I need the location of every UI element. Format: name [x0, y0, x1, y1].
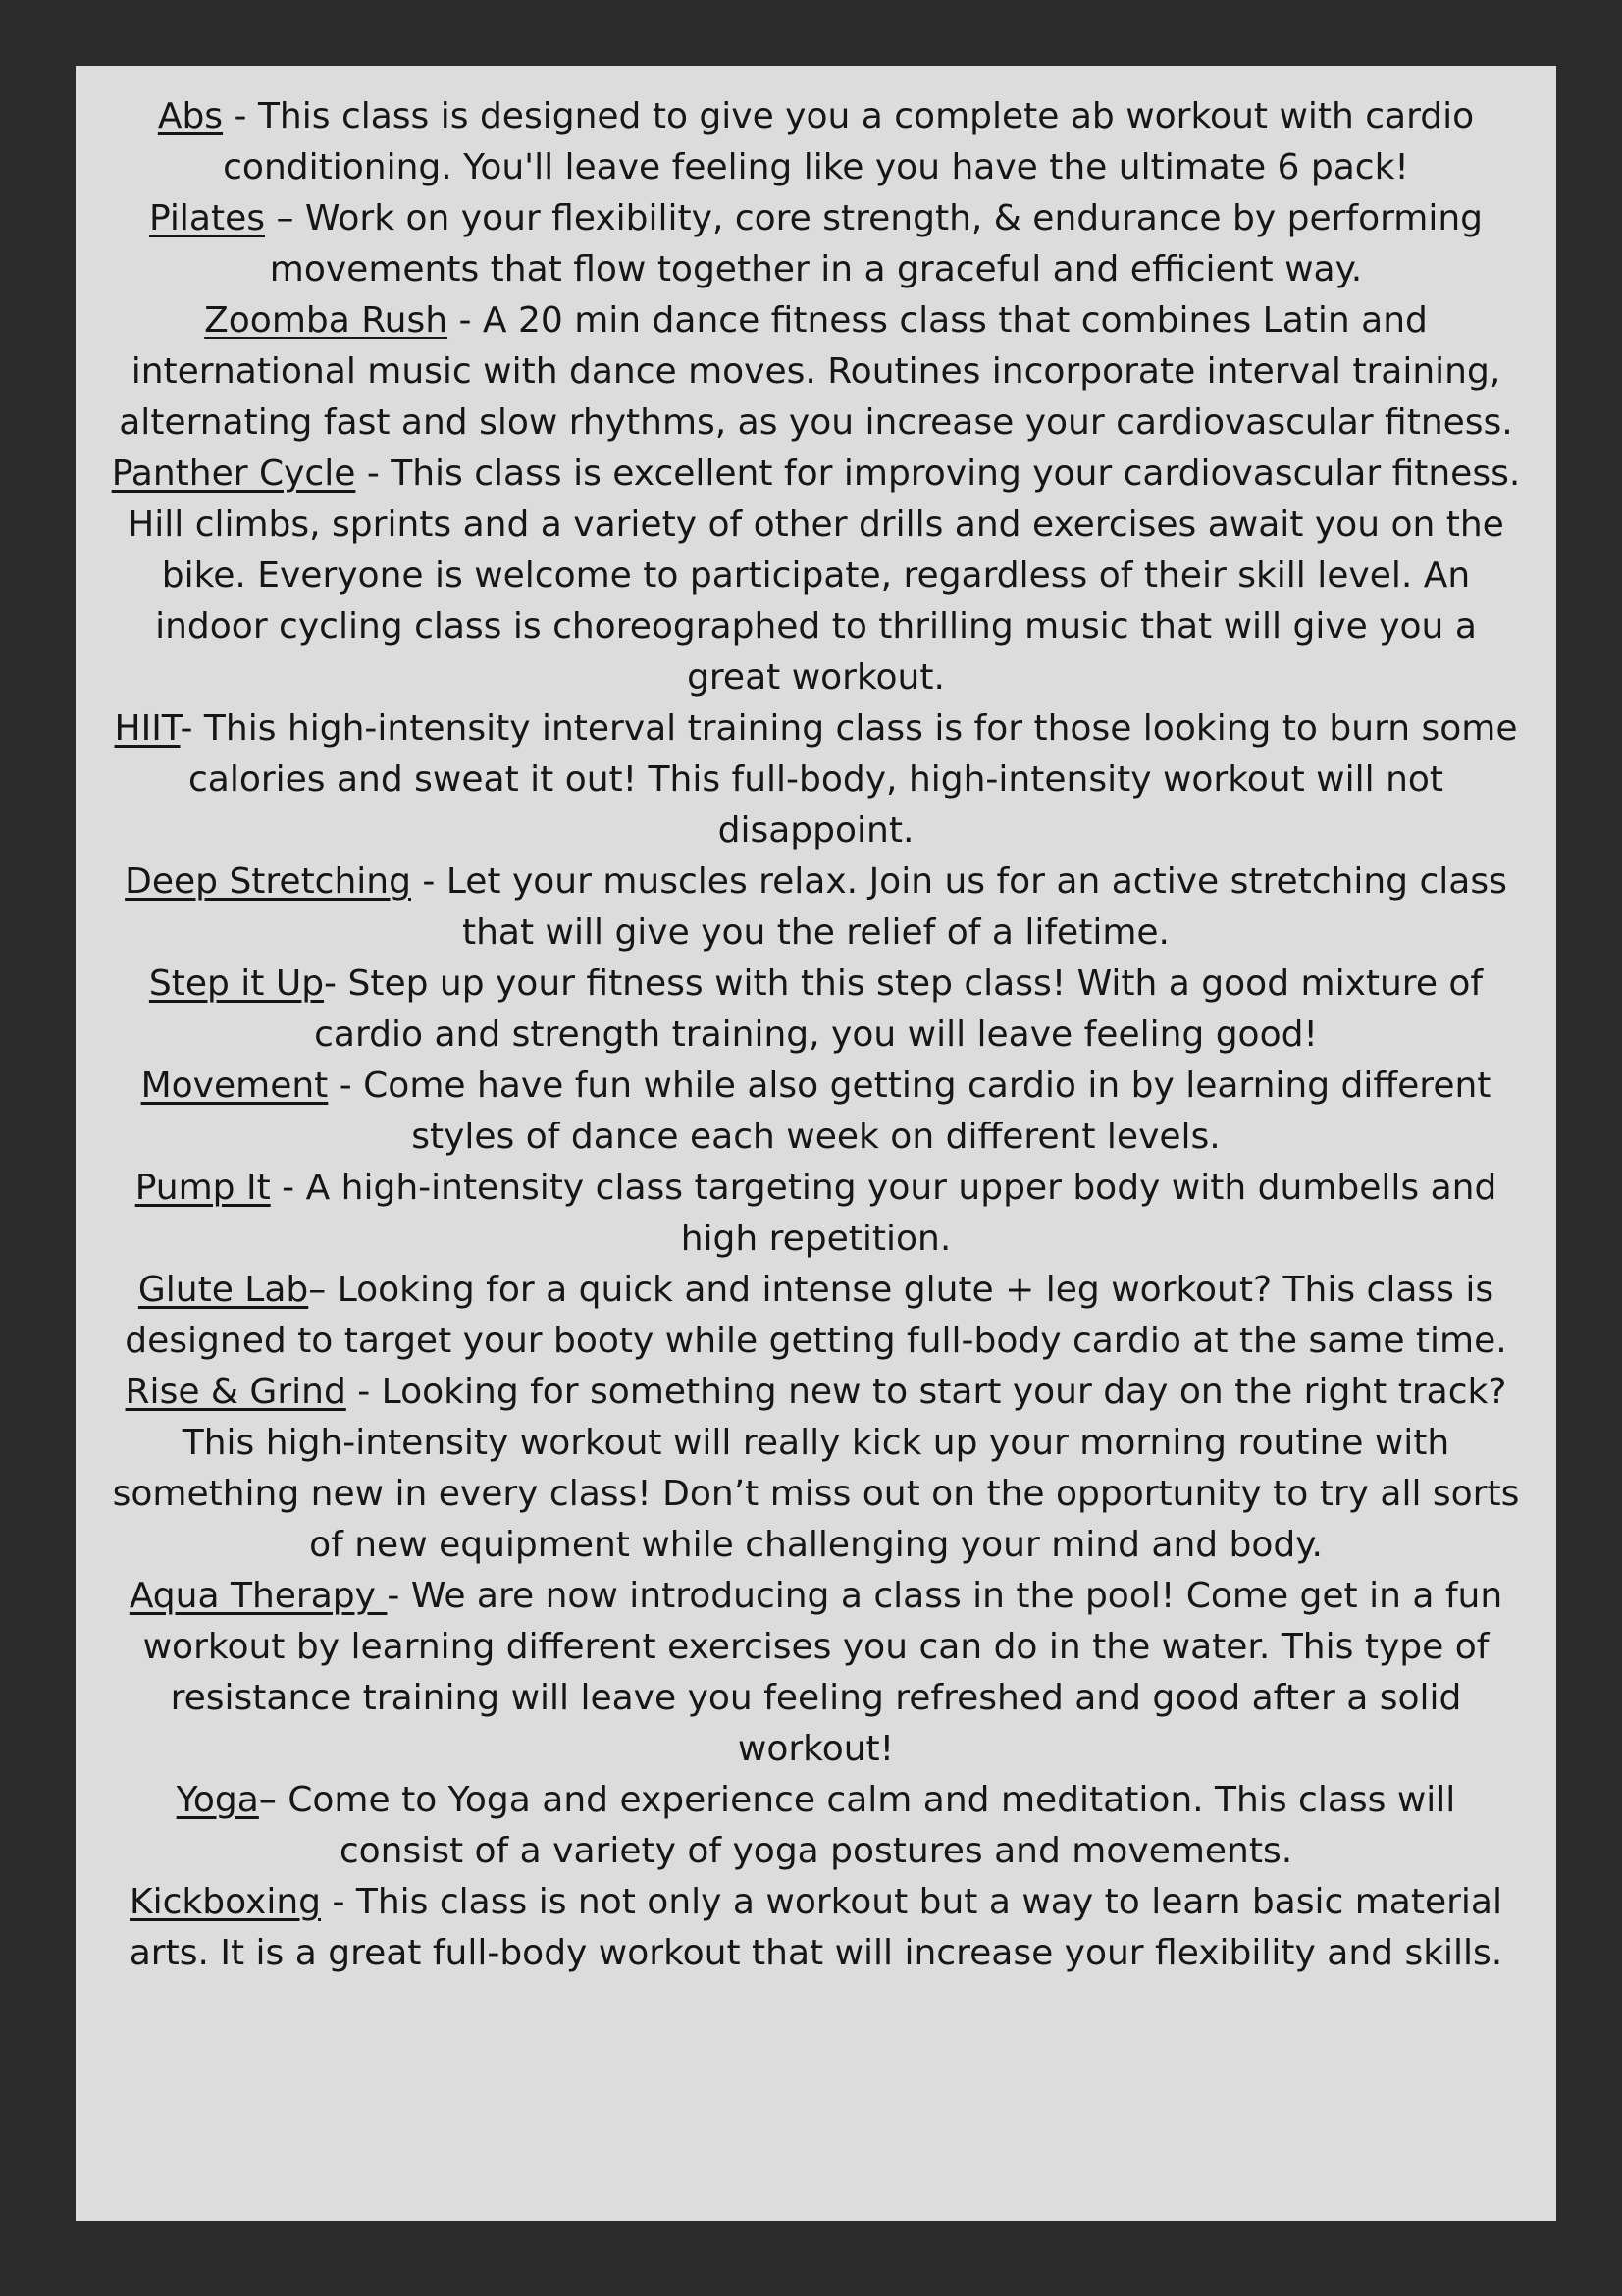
- class-name: Aqua Therapy: [129, 1576, 388, 1616]
- class-entry-zoomba-rush: [111, 295, 1521, 448]
- class-entry-rise-and-grind: [111, 1367, 1521, 1571]
- class-entry-pilates: [111, 193, 1521, 295]
- class-description: - Step up your fitness with this step class! With a good mixture of cardio and strength training, you will leave feeling good!: [314, 964, 1484, 1055]
- class-name: Panther Cycle: [111, 453, 356, 494]
- class-name: Step it Up: [148, 964, 325, 1004]
- class-entry-hiit: [111, 704, 1521, 857]
- class-name: Pilates: [149, 198, 266, 238]
- class-name: Yoga: [176, 1780, 259, 1820]
- class-descriptions-panel: [76, 66, 1556, 2221]
- class-name: Deep Stretching: [125, 861, 411, 902]
- class-description: - This high-intensity interval training class is for those looking to burn some calories and sweat it out! This full-body, high-intensity workout will not disappoint.: [180, 708, 1518, 851]
- class-description: - Let your muscles relax. Join us for an active stretching class that will give you the relief of a lifetime.: [410, 861, 1507, 953]
- class-entry-pump-it: [111, 1163, 1521, 1265]
- class-entry-kickboxing: [111, 1877, 1521, 1979]
- class-name: Pump It: [134, 1168, 271, 1208]
- class-name: HIIT: [114, 708, 181, 749]
- class-name: Glute Lab: [137, 1270, 309, 1310]
- class-description: - This class is designed to give you a complete ab workout with cardio conditioning. You'll leave feeling like you have the ultimate 6 pack!: [223, 96, 1475, 187]
- class-entry-movement: [111, 1061, 1521, 1163]
- class-description: – Come to Yoga and experience calm and meditation. This class will consist of a variety of yoga postures and movements.: [258, 1780, 1456, 1871]
- class-name: Zoomba Rush: [204, 300, 448, 340]
- class-description: – Looking for a quick and intense glute + leg workout? This class is designed to target your booty while getting full-body cardio at the same time.: [125, 1270, 1507, 1361]
- class-entry-abs: [111, 91, 1521, 193]
- class-description: - This class is excellent for improving your cardiovascular fitness. Hill climbs, sprints and a variety of other drills and exercises await you on the bike. Everyone is welcome to participate, regardless of their skill level. An indoor cycling class is choreographed to thrilling music that will give you a great workout.: [128, 453, 1521, 698]
- class-name: Rise & Grind: [125, 1372, 346, 1412]
- class-description: - Looking for something new to start your day on the right track? This high-intensity workout will really kick up your morning routine with something new in every class! Don’t miss out on the opportunity to try all sorts of new equipment while challenging your mind and body.: [112, 1372, 1520, 1565]
- class-entry-deep-stretching: [111, 857, 1521, 959]
- class-entry-glute-lab: [111, 1265, 1521, 1367]
- class-entry-panther-cycle: [111, 448, 1521, 704]
- class-entry-aqua-therapy: [111, 1571, 1521, 1775]
- class-name: Abs: [157, 96, 224, 136]
- class-description: - A 20 min dance fitness class that combines Latin and international music with dance moves. Routines incorporate interval training, alternating fast and slow rhythms, as you increase your cardiovascular fitness.: [119, 300, 1513, 443]
- class-name: Movement: [140, 1066, 329, 1106]
- class-entry-step-it-up: [111, 959, 1521, 1061]
- class-description: - Come have fun while also getting cardio in by learning different styles of dance each week on different levels.: [328, 1066, 1491, 1157]
- class-description: – Work on your flexibility, core strength, & endurance by performing movements that flow together in a graceful and efficient way.: [265, 198, 1483, 289]
- class-description: - A high-intensity class targeting your upper body with dumbells and high repetition.: [270, 1168, 1497, 1259]
- class-name: Kickboxing: [130, 1882, 321, 1922]
- class-entry-yoga: [111, 1775, 1521, 1877]
- class-description: - This class is not only a workout but a way to learn basic material arts. It is a great full-body workout that will increase your flexibility and skills.: [129, 1882, 1503, 1973]
- class-description: - We are now introducing a class in the pool! Come get in a fun workout by learning different exercises you can do in the water. This type of resistance training will leave you feeling refreshed and good after a solid workout!: [142, 1576, 1503, 1769]
